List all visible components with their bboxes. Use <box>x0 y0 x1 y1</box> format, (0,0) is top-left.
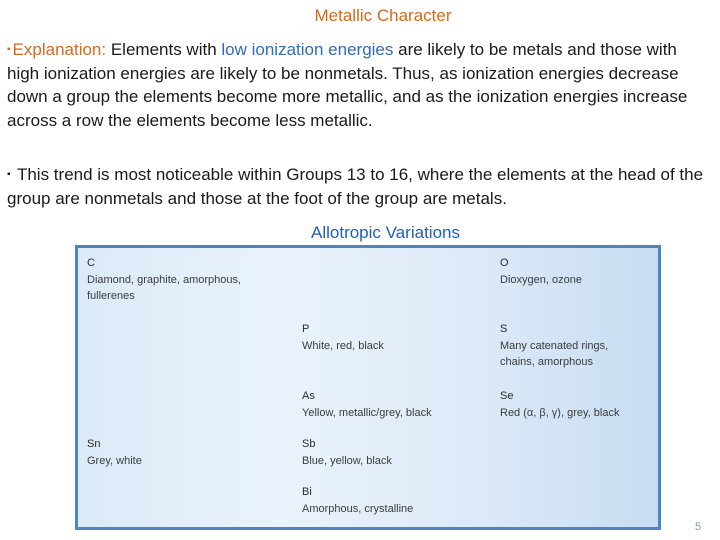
element-symbol: Sb <box>302 438 316 450</box>
bullet-icon: ▪ <box>7 44 11 55</box>
element-symbol: P <box>302 323 310 335</box>
allotrope-forms: Blue, yellow, black <box>302 454 392 467</box>
explanation-paragraph <box>7 38 712 132</box>
allotrope-cell-s <box>500 321 608 371</box>
element-symbol: Sn <box>87 438 101 450</box>
explanation-label: Explanation: <box>12 40 107 59</box>
trend-paragraph <box>7 163 712 210</box>
allotrope-cell-o <box>500 255 582 288</box>
allotrope-cell-p <box>302 321 384 354</box>
element-symbol: As <box>302 390 315 402</box>
allotrope-forms: Amorphous, crystalline <box>302 502 414 515</box>
element-symbol: S <box>500 323 508 335</box>
allotrope-cell-sn <box>87 436 142 469</box>
allotrope-cell-bi <box>302 484 413 517</box>
allotrope-cell-sb <box>302 436 392 469</box>
explanation-text-a: Elements with <box>106 40 222 59</box>
element-symbol: O <box>500 257 509 269</box>
allotrope-forms: Red (α, β, γ), grey, black <box>500 406 620 419</box>
slide-title: Metallic Character <box>314 6 452 25</box>
allotrope-forms: Yellow, metallic/grey, black <box>302 406 432 419</box>
allotrope-forms: chains, amorphous <box>500 356 593 368</box>
allotrope-forms: Dioxygen, ozone <box>500 273 582 286</box>
trend-text: This trend is most noticeable within Groups 13 to 16, where the elements at the head of the group are nonmetals and those at the foot of the group are metals. <box>7 165 704 208</box>
allotrope-forms: Many catenated rings, <box>500 339 609 352</box>
element-symbol: Bi <box>302 486 312 498</box>
allotrope-forms: Grey, white <box>87 454 142 467</box>
explanation-text-b: are likely to be metals and those with high ionization energies are likely to be nonmetals. Thus, as ionization energies decrease down a group the elements become more metallic, and as the ionization energies increase across a row the elements become less metallic. <box>7 40 688 130</box>
allotrope-forms: fullerenes <box>87 290 135 302</box>
element-symbol: Se <box>500 390 514 402</box>
bullet-icon: ▪ <box>7 169 11 180</box>
allotrope-cell-as <box>302 388 432 421</box>
allotrope-forms: Diamond, graphite, amorphous, <box>87 273 242 286</box>
allotrope-cell-c <box>87 255 241 305</box>
table-title: Allotropic Variations <box>311 223 460 242</box>
allotrope-cell-se <box>500 388 619 421</box>
element-symbol: C <box>87 257 95 269</box>
allotrope-table <box>75 245 661 530</box>
page-number: 5 <box>695 521 702 533</box>
explanation-highlight: low ionization energies <box>221 40 394 59</box>
allotrope-forms: White, red, black <box>302 339 384 352</box>
